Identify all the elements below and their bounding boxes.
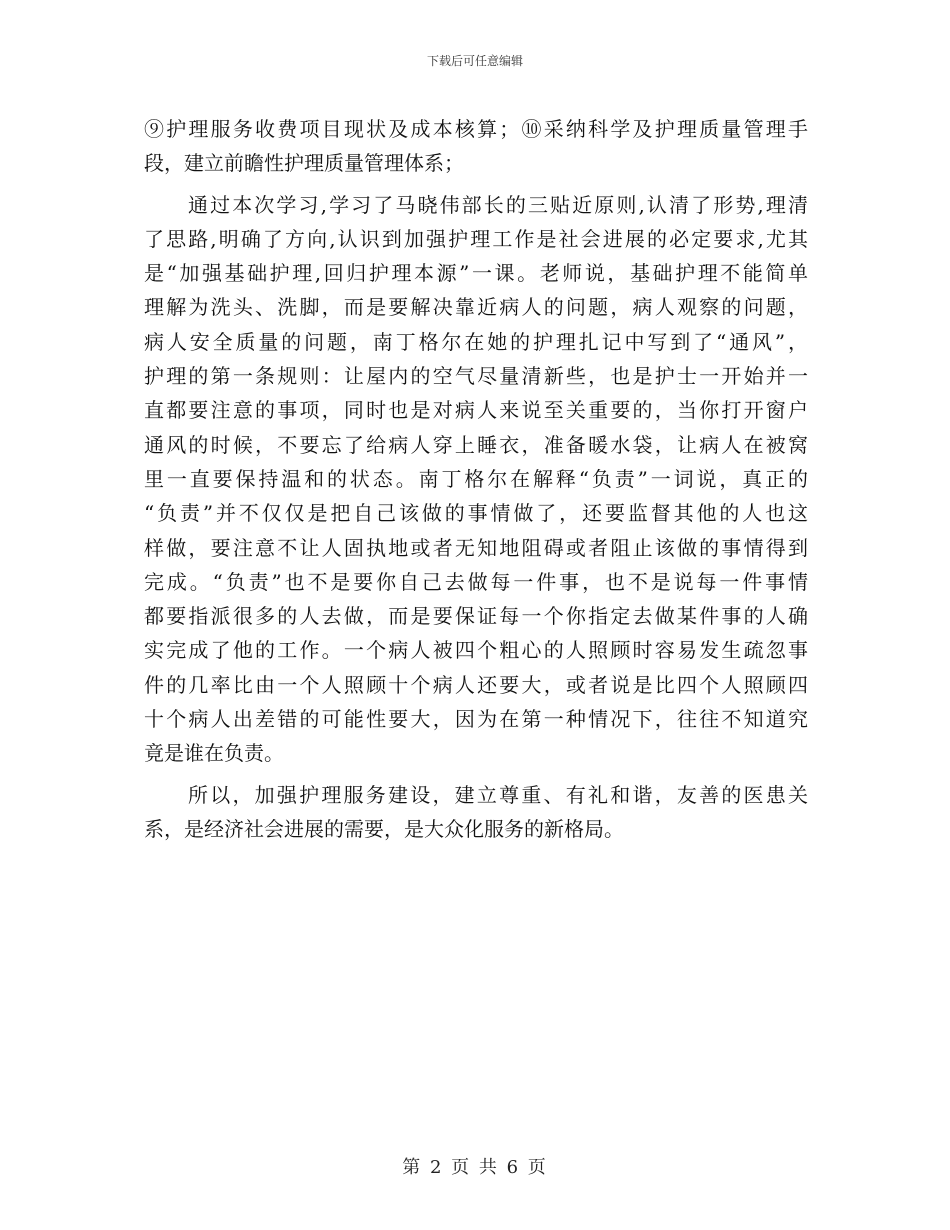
text-line: 完成。“负责”也不是要你自己去做每一件事，也不是说每一件事情 bbox=[144, 569, 808, 594]
text-line: 理解为洗头、洗脚，而是要解决靠近病人的问题，病人观察的问题， bbox=[144, 295, 808, 320]
text-line: 里一直要保持温和的状态。南丁格尔在解释“负责”一词说，真正的 bbox=[144, 466, 808, 491]
text-line: 实完成了他的工作。一个病人被四个粗心的人照顾时容易发生疏忽事 bbox=[144, 638, 808, 663]
text-line: 了思路,明确了方向,认识到加强护理工作是社会进展的必定要求,尤其 bbox=[144, 226, 808, 251]
text-line: ⑨护理服务收费项目现状及成本核算；⑩采纳科学及护理质量管理手 bbox=[144, 117, 808, 141]
text-line: 竟是谁在负责。 bbox=[144, 741, 284, 766]
document-body bbox=[144, 112, 808, 846]
text-line: 通风的时候，不要忘了给病人穿上睡衣，准备暖水袋，让病人在被窝 bbox=[144, 432, 808, 457]
text-line: 都要指派很多的人去做，而是要保证每一个你指定去做某件事的人确 bbox=[144, 604, 808, 629]
text-line: 是“加强基础护理,回归护理本源”一课。老师说，基础护理不能简单 bbox=[144, 261, 808, 286]
text-line: 护理的第一条规则：让屋内的空气尽量清新些，也是护士一开始并一 bbox=[144, 364, 808, 389]
text-line: 系，是经济社会进展的需要，是大众化服务的新格局。 bbox=[144, 816, 624, 841]
text-line: 件的几率比由一个人照顾十个病人还要大，或者说是比四个人照顾四 bbox=[144, 672, 808, 697]
text-line: 通过本次学习,学习了马晓伟部长的三贴近原则,认清了形势,理清 bbox=[188, 192, 808, 217]
text-line: 样做，要注意不让人固执地或者无知地阻碍或者阻止该做的事情得到 bbox=[144, 535, 808, 560]
page-number-footer: 第 2 页 共 6 页 bbox=[402, 1157, 548, 1178]
text-line: 所以，加强护理服务建设，建立尊重、有礼和谐，友善的医患关 bbox=[188, 782, 808, 807]
text-line: 直都要注意的事项，同时也是对病人来说至关重要的，当你打开窗户 bbox=[144, 398, 808, 423]
text-line: 病人安全质量的问题，南丁格尔在她的护理扎记中写到了“通风”， bbox=[144, 329, 808, 354]
page-header-note: 下载后可任意编辑 bbox=[426, 54, 523, 68]
text-line: 段，建立前瞻性护理质量管理体系； bbox=[144, 151, 464, 176]
text-line: “负责”并不仅仅是把自己该做的事情做了，还要监督其他的人也这 bbox=[144, 501, 808, 526]
text-line: 十个病人出差错的可能性要大，因为在第一种情况下，往往不知道究 bbox=[144, 707, 808, 732]
paragraph bbox=[144, 188, 808, 771]
paragraph bbox=[144, 778, 808, 847]
paragraph bbox=[144, 112, 808, 181]
